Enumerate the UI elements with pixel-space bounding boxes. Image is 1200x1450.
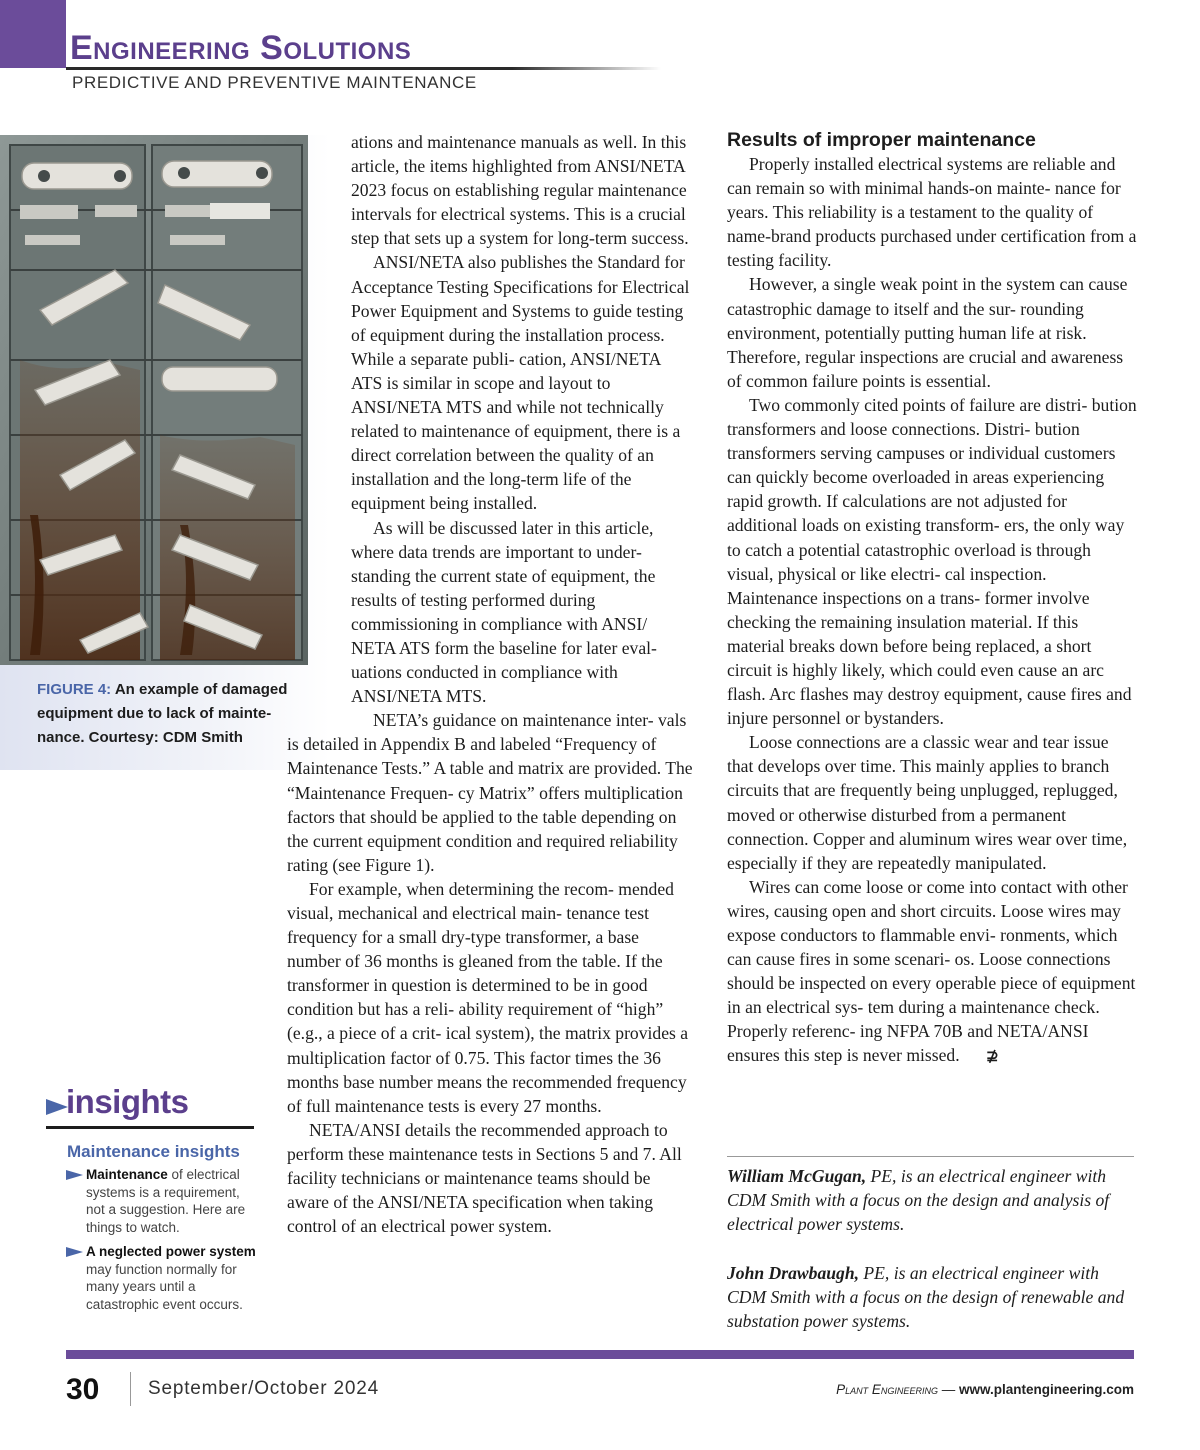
insight-item [66, 1166, 260, 1236]
section-heading: Results of improper maintenance [727, 129, 1036, 151]
author-bio [727, 1261, 1137, 1333]
section-subtitle: PREDICTIVE AND PREVENTIVE MAINTENANCE [72, 73, 477, 92]
paragraph: Two commonly cited points of failure are distri- bution transformers and loose connections. Distri- bution transformers serving campuses or individual customers can quickly become overloaded in areas experiencing rapid growth. If calculations are not adjusted for additional loads on existing transform- ers, the only way to catch a potential catastrophic overload is through visual, physical or like electri- cal inspection. Maintenance inspections on a trans- former involve checking the remaining insulation material. If this material breaks down before being replaced, a short circuit is highly likely, which could even cause an arc flash. Arc flashes may destroy equipment, cause fires and injure personnel or bystanders. [727, 394, 1137, 729]
insights-logo [46, 1083, 256, 1124]
author-name: William McGugan, [727, 1166, 867, 1186]
footer-separator: — [937, 1382, 959, 1397]
page-number: 30 [66, 1373, 100, 1406]
header-tab [0, 0, 66, 68]
article-column-3 [727, 128, 1137, 1068]
insight-text: of electrical systems is a requirement, not a suggestion. Here are things to watch. [86, 1167, 246, 1235]
figure-label: FIGURE 4: [37, 681, 112, 698]
paragraph-text: Wires can come loose or come into contact with other wires, causing open and short circuits. Loose wires may expose conductors to flammable envi- ronments, which can cause fires in some scenari- os. Loose connections should be inspected on every operable piece of equipment in an electrical sys- tem during a maintenance check. Properly referenc- ing NFPA 70B and NETA/ANSI ensures this step is never missed. [727, 876, 1136, 1066]
article-column-2 [287, 130, 693, 1238]
insights-wordmark: insights [66, 1083, 189, 1120]
figure-photo [0, 135, 308, 665]
paragraph: NETA/ANSI details the recommended approach to perform these maintenance tests in Sections 5 and 7. All facility technicians or maintenance teams should be aware of the ANSI/NETA specification when taking control of an electrical power system. [287, 1119, 682, 1237]
paragraph [727, 875, 1137, 1068]
footer-publication [836, 1380, 1134, 1400]
figure-caption [37, 678, 309, 750]
paragraph: ANSI/NETA also publishes the Standard for Acceptance Testing Specifications for Electrical Power Equipment and Systems to guide testing of equipment during the installation process. While a separate publi- cation, ANSI/NETA ATS is similar in scope and layout to ANSI/NETA MTS and while not technically related to maintenance of equipment, there is a direct correlation between the quality of an installation and the long-term life of the equipment being installed. [351, 252, 690, 514]
paragraph: Loose connections are a classic wear and tear issue that develops over time. This mainly applies to branch circuits that are frequently being unplugged, replugged, moved or otherwise disturbed from a permanent connection. Copper and aluminum wires wear over time, especially if they are repeatedly manipulated. [727, 732, 1128, 873]
footer-bar [66, 1350, 1134, 1359]
insight-text: may function normally for many years until a catastrophic event occurs. [86, 1261, 243, 1312]
figure-caption-text: An example of damaged equipment due to lack of mainte- nance. Courtesy: CDM Smith [37, 681, 288, 746]
author-bio-text: PE, is an electrical engineer with CDM Smith with a focus on the design and analysis of electrical power systems. [727, 1166, 1110, 1235]
arrow-bullet-icon [66, 1170, 83, 1180]
website-link[interactable]: www.plantengineering.com [958, 1382, 1134, 1397]
paragraph: ations and maintenance manuals as well. In this article, the items highlighted from ANSI/NETA 2023 focus on establishing regular maintenance intervals for electrical systems. This is a crucial step that sets up a system for long-term success. [351, 132, 689, 249]
author-bio-text: PE, is an electrical engineer with CDM Smith with a focus on the design of renewable and substation power systems. [727, 1263, 1125, 1332]
paragraph: As will be discussed later in this article, where data trends are important to under- standing the current state of equipment, the results of testing performed during commissioning in compliance with ANSI/ NETA ATS form the baseline for later eval- uations conducted in compliance with ANSI/NETA MTS. [351, 517, 657, 707]
bio-rule [727, 1156, 1134, 1157]
paragraph: NETA’s guidance on maintenance inter- vals is detailed in Appendix B and labeled “Frequency of Maintenance Tests.” A table and matrix are provided. The “Maintenance Frequen- cy Matrix” offers multiplication factors that should be applied to the table depending on the current equipment condition and required reliability rating (see Figure 1). [287, 710, 693, 875]
insight-lead: A neglected power system [86, 1244, 256, 1259]
end-mark-icon: ⊉ [986, 1048, 999, 1066]
insight-lead: Maintenance [86, 1167, 168, 1182]
magazine-name: Plant Engineering [836, 1382, 938, 1397]
section-title: Engineering Solutions [70, 29, 412, 67]
insights-heading: Maintenance insights [67, 1142, 240, 1161]
insight-item [66, 1243, 260, 1313]
footer-divider [130, 1372, 131, 1406]
insights-rule [46, 1126, 254, 1129]
paragraph: Properly installed electrical systems are reliable and can remain so with minimal hands-on mainte- nance for years. This reliability is a testament to the quality of name-brand products purchased under certification from a testing facility. [727, 154, 1137, 271]
author-name: John Drawbaugh, [727, 1263, 860, 1283]
title-rule [66, 67, 661, 70]
narrow-block [287, 130, 693, 708]
paragraph: However, a single weak point in the system can cause catastrophic damage to itself and the sur- rounding environment, potentially putting human life at risk. Therefore, regular inspections are crucial and awareness of common failure points is essential. [727, 274, 1128, 391]
paragraph: For example, when determining the recom- mended visual, mechanical and electrical main- tenance test frequency for a small dry-type transformer, a base number of 36 months is gleaned from the table. If the transformer in question is determined to be in good condition but has a reli- ability requirement of “high” (e.g., a piece of a crit- ical system), the matrix provides a multiplication factor of 0.75. This factor times the 36 months base number means the recommended frequency of full maintenance tests is every 27 months. [287, 878, 689, 1116]
author-bio [727, 1164, 1137, 1236]
arrow-icon [46, 1099, 68, 1115]
issue-date: September/October 2024 [148, 1378, 379, 1399]
arrow-bullet-icon [66, 1247, 83, 1257]
